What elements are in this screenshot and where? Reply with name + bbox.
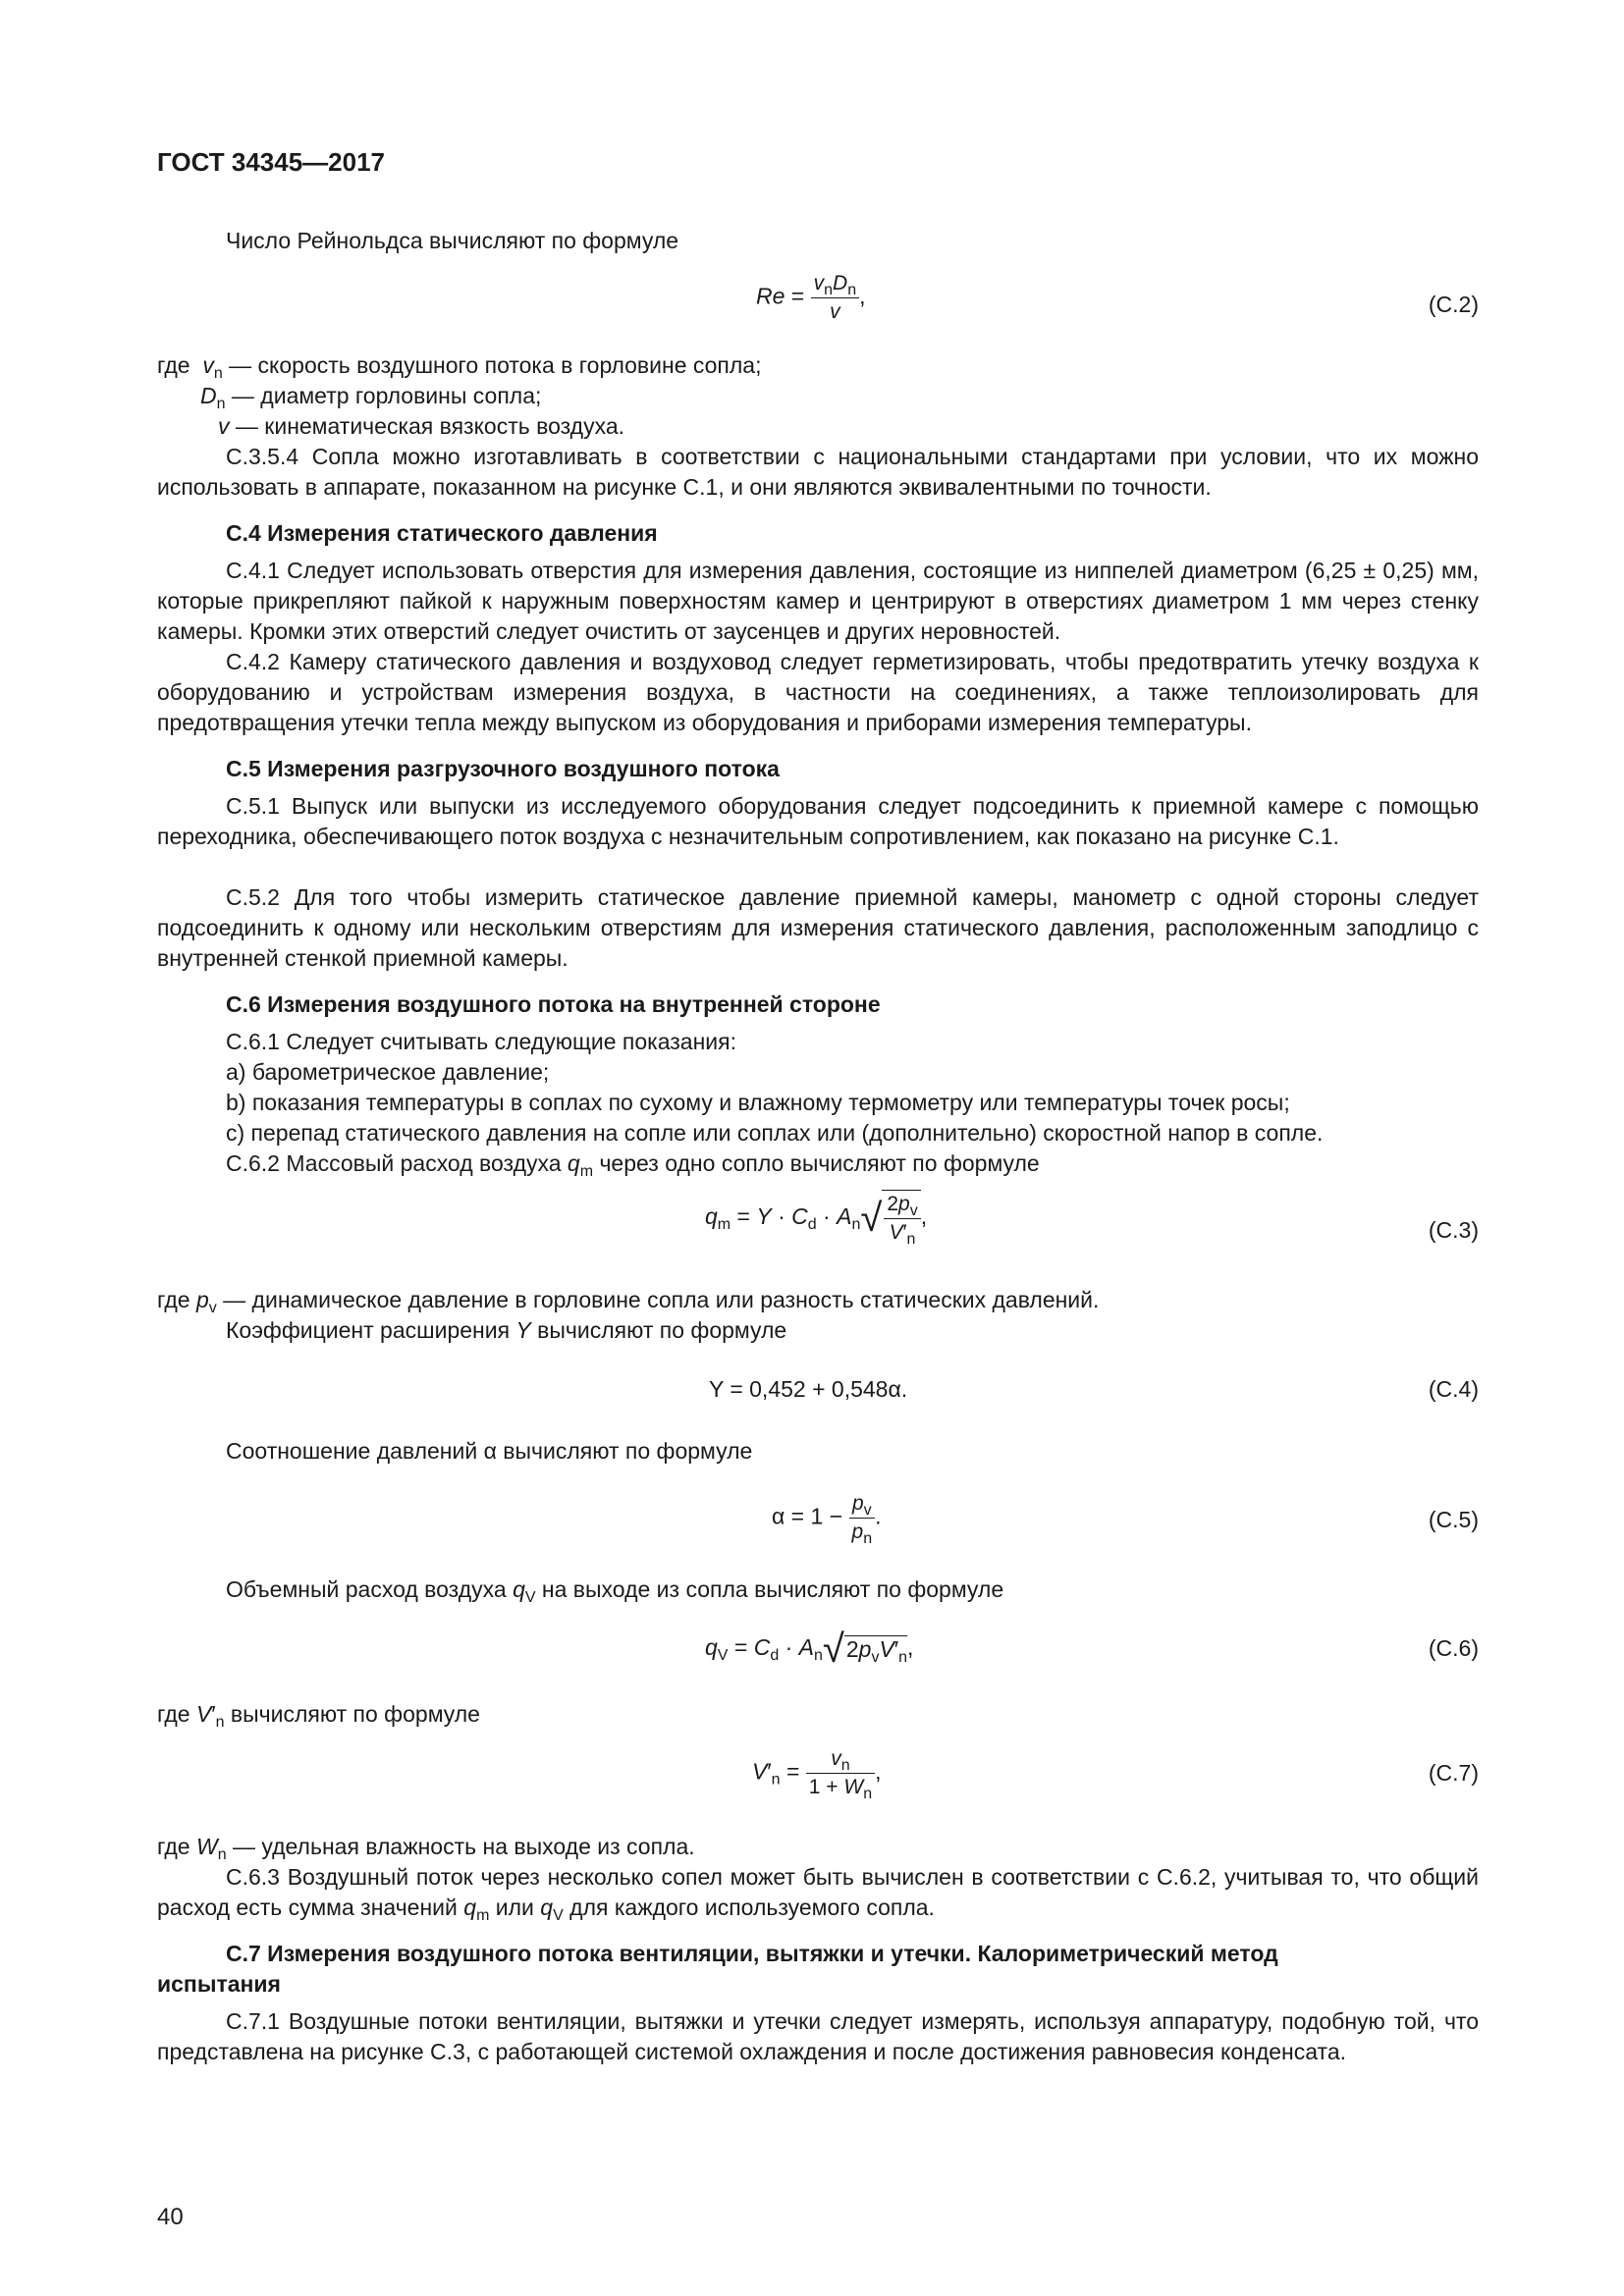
c63-text-b: для каждого используемого сопла. (569, 1895, 935, 1920)
where-v-text: — кинематическая вязкость воздуха. (235, 413, 625, 439)
document-header: ГОСТ 34345—2017 (157, 147, 385, 177)
c62-text-b: через одно сопло вычисляют по формуле (599, 1150, 1040, 1176)
c62-line: C.6.2 Массовый расход воздуха $q_m$ через одно сопло вычисляют по формуле (226, 1150, 1040, 1180)
vol-text-a: Объемный расход воздуха (226, 1576, 507, 1602)
c61-item-b: b) показания температуры в соплах по сухому и влажному термометру или температуры точек росы; (226, 1090, 1290, 1115)
ratio-text: Соотношение давлений α вычисляют по формуле (226, 1438, 753, 1464)
where-pv-line: где $p_v$ — динамическое давление в горловине сопла или разность статических давлений. (157, 1287, 1100, 1316)
paragraph-c52: C.5.2 Для того чтобы измерить статическое давление приемной камеры, манометр с одной стороны следует подсоединить к одному или нескольким отверстиям для измерения статического давления, расположенным заподлицо с внутренней стенкой приемной камеры. (157, 884, 1479, 971)
where-v-line: v — кинематическая вязкость воздуха. (218, 413, 625, 439)
formula-c2: Re = $\frac{v_nD_n}{v}$ , (756, 272, 866, 323)
where-vn2-text: вычисляют по формуле (230, 1701, 480, 1727)
formula-c4-number: (C.4) (1428, 1376, 1479, 1402)
where-wn-text: — удельная влажность на выходе из сопла. (232, 1834, 695, 1859)
coef-text-a: Коэффициент расширения (226, 1317, 511, 1343)
c61-text: C.6.1 Следует считывать следующие показания: (226, 1029, 736, 1054)
heading-c7-line1: C.7 Измерения воздушного потока вентиляции, вытяжки и утечки. Калориметрический метод (226, 1941, 1278, 1966)
where-dn-text: — диаметр горловины сопла; (231, 383, 542, 408)
where-vn2-line: где $V'_n$ вычисляют по формуле (157, 1701, 480, 1731)
intro-text: Число Рейнольдса вычисляют по формуле (226, 228, 679, 253)
vol-text-b: на выходе из сопла вычисляют по формуле (541, 1576, 1004, 1602)
paragraph-c63: C.6.3 Воздушный поток через несколько сопел может быть вычислен в соответствии с C.6.2, учитывая то, что общий расход есть сумма значений $q_m$ или $q_V$ для каждого используемого сопла. (157, 1864, 1479, 1924)
formula-c5: α = 1 − $\frac{p_v}{p_n}$ . (772, 1492, 882, 1547)
c61-item-a: a) барометрическое давление; (226, 1059, 550, 1085)
where-dn-line: $D_n$ — диаметр горловины сопла; (200, 383, 542, 412)
coef-text-b: вычисляют по формуле (537, 1317, 787, 1343)
formula-c7: $V'_n$ = $\frac{v_n}{1 + W_n}$ , (752, 1747, 882, 1802)
where-pv-text: — динамическое давление в горловине сопла или разность статических давлений. (223, 1287, 1100, 1312)
formula-c6-number: (C.6) (1428, 1635, 1479, 1661)
formula-c7-number: (C.7) (1428, 1760, 1479, 1786)
heading-c7-line2: испытания (157, 1971, 281, 1997)
paragraph-c42: C.4.2 Камеру статического давления и воздуховод следует герметизировать, чтобы предотвратить утечку воздуха к оборудованию и устройствам измерения воздуха, в частности на соединениях, а также теплоизолировать для предотвращения утечки тепла между выпуском из оборудования и приборами измерения температуры. (157, 649, 1479, 735)
coef-line: Коэффициент расширения Y вычисляют по формуле (226, 1317, 787, 1343)
paragraph-c354: C.3.5.4 Сопла можно изготавливать в соответствии с национальными стандартами при условии, что их можно использовать в аппарате, показанном на рисунке C.1, и они являются эквивалентными по точности. (157, 444, 1479, 500)
paragraph-c51: C.5.1 Выпуск или выпуски из исследуемого оборудования следует подсоединить к приемной камере с помощью переходника, обеспечивающего поток воздуха с незначительным сопротивлением, как показано на рисунке C.1. (157, 793, 1479, 849)
where-vn-line: где $v_n$ — скорость воздушного потока в горловине сопла; (157, 352, 762, 382)
formula-c2-number: (C.2) (1428, 292, 1479, 317)
formula-c3-number: (C.3) (1428, 1217, 1479, 1243)
formula-c6: $q_V = C_d \cdot A_n√2p_vV'_n$, (705, 1628, 914, 1671)
formula-c3: $q_m = Y \cdot C_d \cdot A_n√$ $\frac{2p_v}{V'_n}$ , (705, 1190, 927, 1247)
where-vn-text: — скорость воздушного потока в горловине сопла; (229, 352, 762, 378)
paragraph-c71: C.7.1 Воздушные потоки вентиляции, вытяжки и утечки следует измерять, используя аппаратуру, подобную той, что представлена на рисунке C.3, с работающей системой охлаждения и после достижения равновесия конденсата. (157, 2008, 1479, 2064)
c63-text-a: C.6.3 Воздушный поток через несколько сопел может быть вычислен в соответствии с C.6.2, учитывая то, что общий расход есть сумма значений (157, 1864, 1479, 1920)
c61-item-c: c) перепад статического давления на сопле или соплах или (дополнительно) скоростной напор в сопле. (226, 1120, 1324, 1146)
heading-c4: C.4 Измерения статического давления (226, 520, 658, 546)
where-wn-line: где $W_n$ — удельная влажность на выходе из сопла. (157, 1834, 695, 1863)
formula-c4: Y = 0,452 + 0,548α. (709, 1376, 908, 1402)
paragraph-c41: C.4.1 Следует использовать отверстия для измерения давления, состоящие из ниппелей диаметром (6,25 ± 0,25) мм, которые прикрепляют пайкой к наружным поверхностям камер и центрируют в отверстиях диаметром 1 мм через стенку камеры. Кромки этих отверстий следует очистить от заусенцев и других неровностей. (157, 558, 1479, 644)
heading-c5: C.5 Измерения разгрузочного воздушного потока (226, 756, 780, 781)
formula-c5-number: (C.5) (1428, 1507, 1479, 1532)
heading-c6: C.6 Измерения воздушного потока на внутренней стороне (226, 991, 881, 1017)
c62-text-a: C.6.2 Массовый расход воздуха (226, 1150, 562, 1176)
c63-text-or: или (495, 1895, 534, 1920)
page-number: 40 (157, 2204, 184, 2230)
vol-line: Объемный расход воздуха $q_V$ на выходе из сопла вычисляют по формуле (226, 1576, 1004, 1606)
